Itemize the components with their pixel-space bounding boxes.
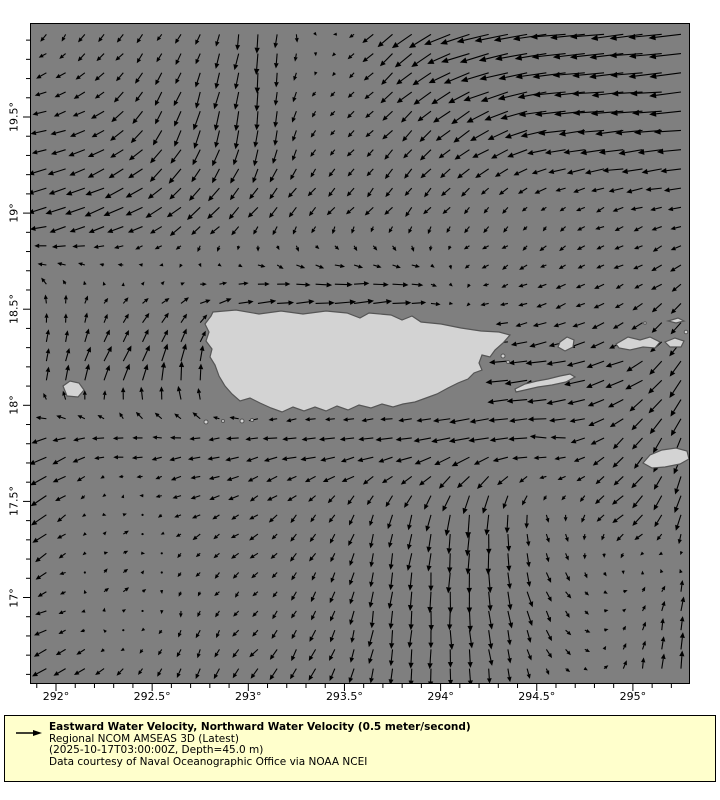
x-tick-label: 295° xyxy=(619,690,647,703)
y-tick-label: 17.5° xyxy=(7,486,21,517)
legend-source: Regional NCOM AMSEAS 3D (Latest) xyxy=(49,732,239,745)
reference-arrow-icon xyxy=(15,726,43,740)
island-cay xyxy=(222,420,225,423)
legend-time-depth: (2025-10-17T03:00:00Z, Depth=45.0 m) xyxy=(49,744,264,757)
map-plot-area xyxy=(31,24,689,683)
island-cay xyxy=(251,419,254,422)
island-cay xyxy=(684,330,688,334)
x-tick-label: 294.5° xyxy=(518,690,556,703)
legend-title: Eastward Water Velocity, Northward Water Velocity (0.5 meter/second) xyxy=(49,721,471,733)
legend-credit: Data courtesy of Naval Oceanographic Office via NOAA NCEI xyxy=(49,755,368,768)
y-tick-label: 17° xyxy=(7,587,21,608)
island-cay xyxy=(204,420,208,424)
landmass-layer xyxy=(31,24,689,683)
island-cay xyxy=(507,361,510,364)
island-cay xyxy=(240,419,244,423)
x-tick-label: 292° xyxy=(42,690,70,703)
y-tick-label: 19° xyxy=(7,203,21,223)
island-puerto-rico xyxy=(205,310,510,412)
island-cay xyxy=(501,354,505,358)
x-tick-label: 294° xyxy=(427,690,454,703)
legend-box xyxy=(4,715,716,782)
y-tick-label: 19.5° xyxy=(7,102,21,132)
y-tick-label: 18.5° xyxy=(7,294,21,325)
island-mona-island xyxy=(63,381,84,397)
x-tick-label: 293° xyxy=(235,690,262,703)
island-st-croix xyxy=(643,448,689,468)
island-thin-islet xyxy=(668,318,684,323)
x-tick-label: 292.5° xyxy=(133,690,171,703)
y-tick-label: 18° xyxy=(7,395,21,416)
island-st-john xyxy=(665,338,684,347)
island-cay xyxy=(644,322,647,325)
island-st-thomas xyxy=(616,337,660,350)
x-tick-label: 293.5° xyxy=(325,690,363,703)
island-vieques xyxy=(515,374,575,392)
island-culebra xyxy=(558,337,574,351)
